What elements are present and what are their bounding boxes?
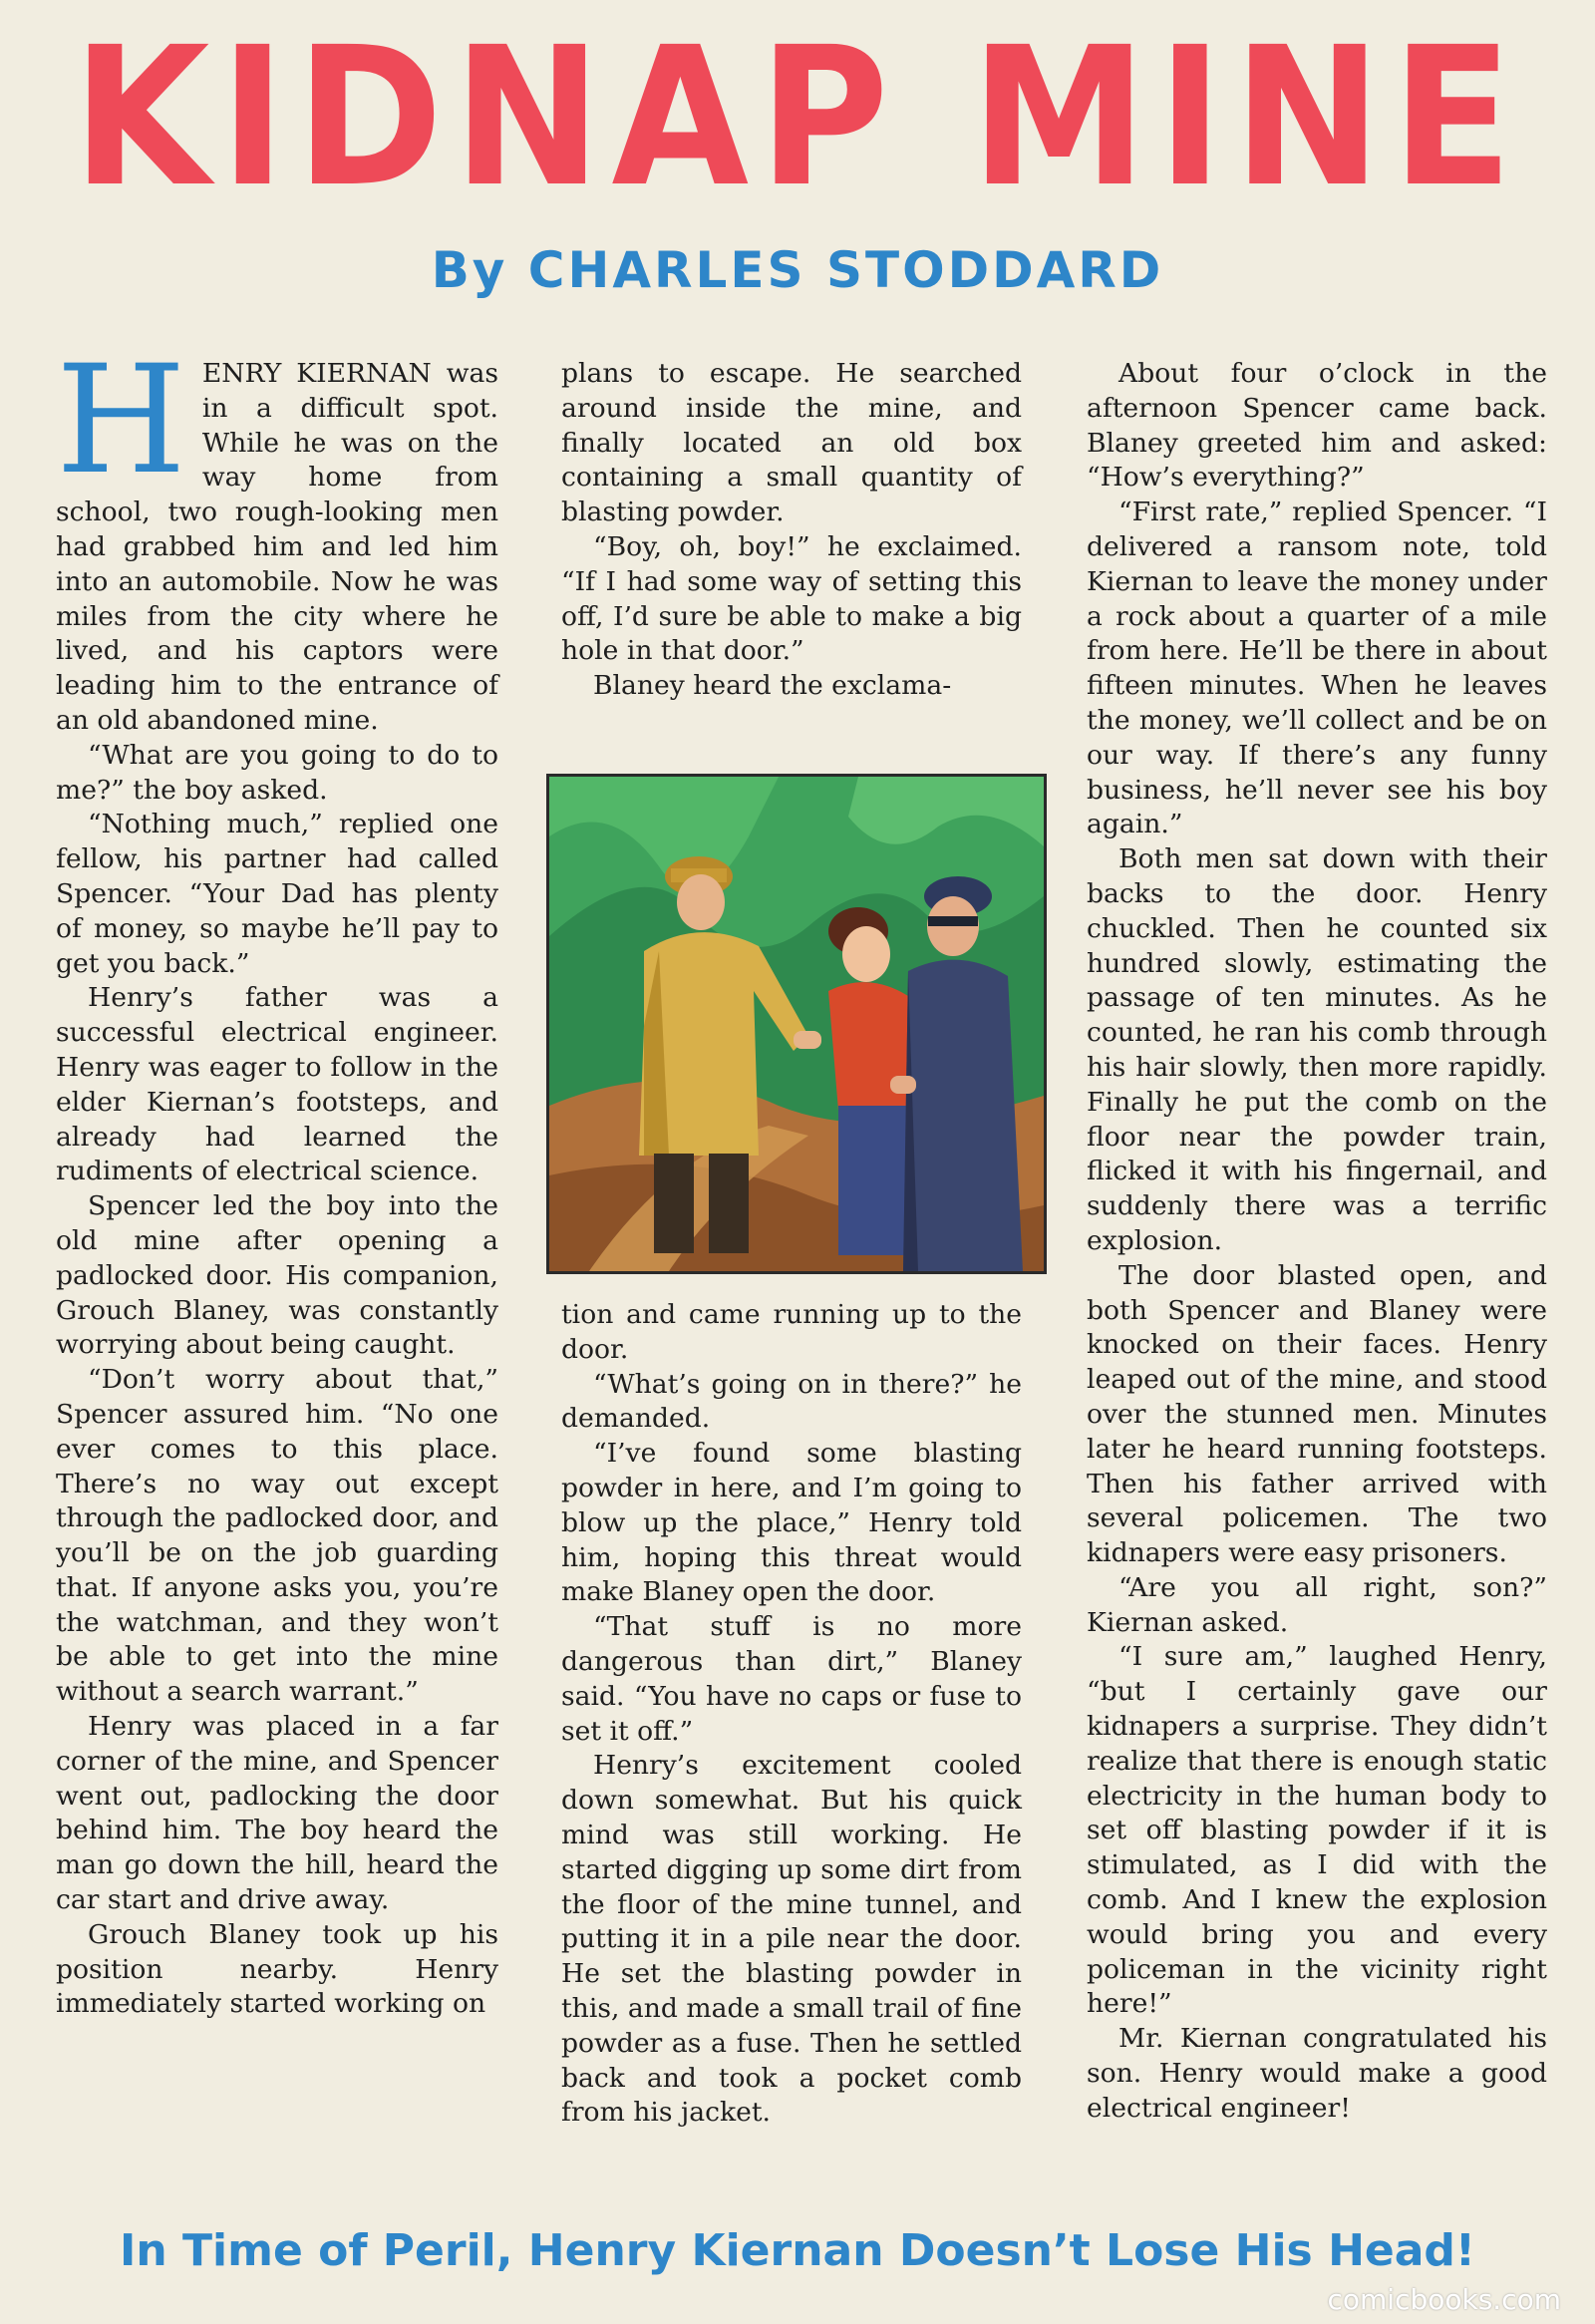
story-byline: By CHARLES STODDARD [431,241,1164,299]
paragraph: Mr. Kiernan congratulated his son. Henry would make a good electrical engineer! [1087,2023,1547,2124]
paragraph: “Boy, oh, boy!” he exclaimed. “If I had some way of setting this off, I’d sure be able to make a big hole in that door.” [561,530,1022,667]
column-3 [1087,357,1547,2127]
paragraph: “What’s going on in there?” he demanded. [561,1368,1022,1435]
paragraph: Henry’s excitement cooled down somewhat. But his quick mind was still working. He started digging up some dirt from the floor of the mine tunnel, and putting it in a pile near the door. He set the blasting powder in this, and made a small trail of fine powder as a fuse. Then he settled back and took a pocket comb from his jacket. [561,1750,1022,2129]
paragraph: tion and came running up to the door. [561,1299,1022,1365]
paragraph: Blaney heard the exclama- [593,670,952,702]
paragraph: The door blasted open, and both Spencer and Blaney were knocked on their faces. Henry leaped out of the mine, and stood over the stunned men. Minutes later he heard running footsteps. Then his father arrived with several policemen. The two kidnapers were easy prisoners. [1087,1259,1547,1569]
paragraph: Henry was placed in a far corner of the mine, and Spencer went out, padlocking the door behind him. The boy heard the man go down the hill, heard the car start and drive away. [56,1711,498,1916]
paragraph: ENRY KIERNAN was in a difficult spot. While he was on the way home from school, two rough-looking men had grabbed him and led him into an automobile. Now he was miles from the city where he lived, and his captors were leading him to the entrance of an old abandoned mine. [56,358,498,736]
story-tagline: In Time of Peril, Henry Kiernan Doesn’t Lose His Head! [120,2225,1475,2276]
column-2-bottom [561,1298,1022,2131]
paragraph: Henry’s father was a successful electrical engineer. Henry was eager to follow in the elder Kiernan’s footsteps, and already had learned the rudiments of electrical science. [56,982,498,1187]
story-illustration [546,774,1047,1274]
paragraph: Both men sat down with their backs to the door. Henry chuckled. Then he counted six hundred slowly, estimating the passage of ten minutes. As he counted, he ran his comb through his hair slowly, then more rapidly. Finally he put the comb on the floor near the powder train, flicked it with his fingernail, and suddenly there was a terrific explosion. [1087,843,1547,1256]
paragraph: “Don’t worry about that,” Spencer assured him. “No one ever comes to this place. There’s no way out except through the padlocked door, and you’ll be on the job guarding that. If anyone asks you, you’re the watchman, and they won’t be able to get into the mine without a search warrant.” [56,1364,498,1708]
story-title: KIDNAP MINE [72,5,1523,229]
paragraph: “What are you going to do to me?” the boy asked. [56,739,498,806]
paragraph: “That stuff is no more dangerous than dirt,” Blaney said. “You have no caps or fuse to set it off.” [561,1611,1022,1747]
watermark: comicbooks.com [1327,2283,1561,2316]
column-2-top [561,357,1022,704]
paragraph: plans to escape. He searched around inside the mine, and finally located an old box containing a small quantity of blasting powder. [561,358,1022,528]
column-1 [56,334,498,2022]
paragraph: “Are you all right, son?” Kiernan asked. [1087,1571,1547,1638]
paragraph: About four o’clock in the afternoon Spencer came back. Blaney greeted him and asked: “How’s everything?” [1087,358,1547,494]
paragraph: “I sure am,” laughed Henry, “but I certainly gave our kidnapers a surprise. They didn’t realize that there is enough static electricity in the human body to set off blasting powder if it is stimulated, as I did with the comb. And I knew the explosion would bring you and every policeman in the vicinity right here!” [1087,1641,1547,2020]
paragraph: “I’ve found some blasting powder in here, and I’m going to blow up the place,” Henry told him, hoping this threat would make Blaney open the door. [561,1438,1022,1608]
paragraph: Grouch Blaney took up his position nearby. Henry immediately started working on [56,1918,498,2020]
paragraph: “Nothing much,” replied one fellow, his partner had called Spencer. “Your Dad has plenty of money, so maybe he’ll pay to get you back.” [56,809,498,979]
drop-cap: H [56,334,186,507]
paragraph: “First rate,” replied Spencer. “I delivered a ransom note, told Kiernan to leave the money under a rock about a quarter of a mile from here. He’ll be there in about fifteen minutes. When he leaves the money, we’ll collect and be on our way. If there’s any funny business, he’ll never see his boy again.” [1087,497,1547,840]
paragraph: Spencer led the boy into the old mine after opening a padlocked door. His companion, Grouch Blaney, was constantly worrying about being caught. [56,1190,498,1361]
